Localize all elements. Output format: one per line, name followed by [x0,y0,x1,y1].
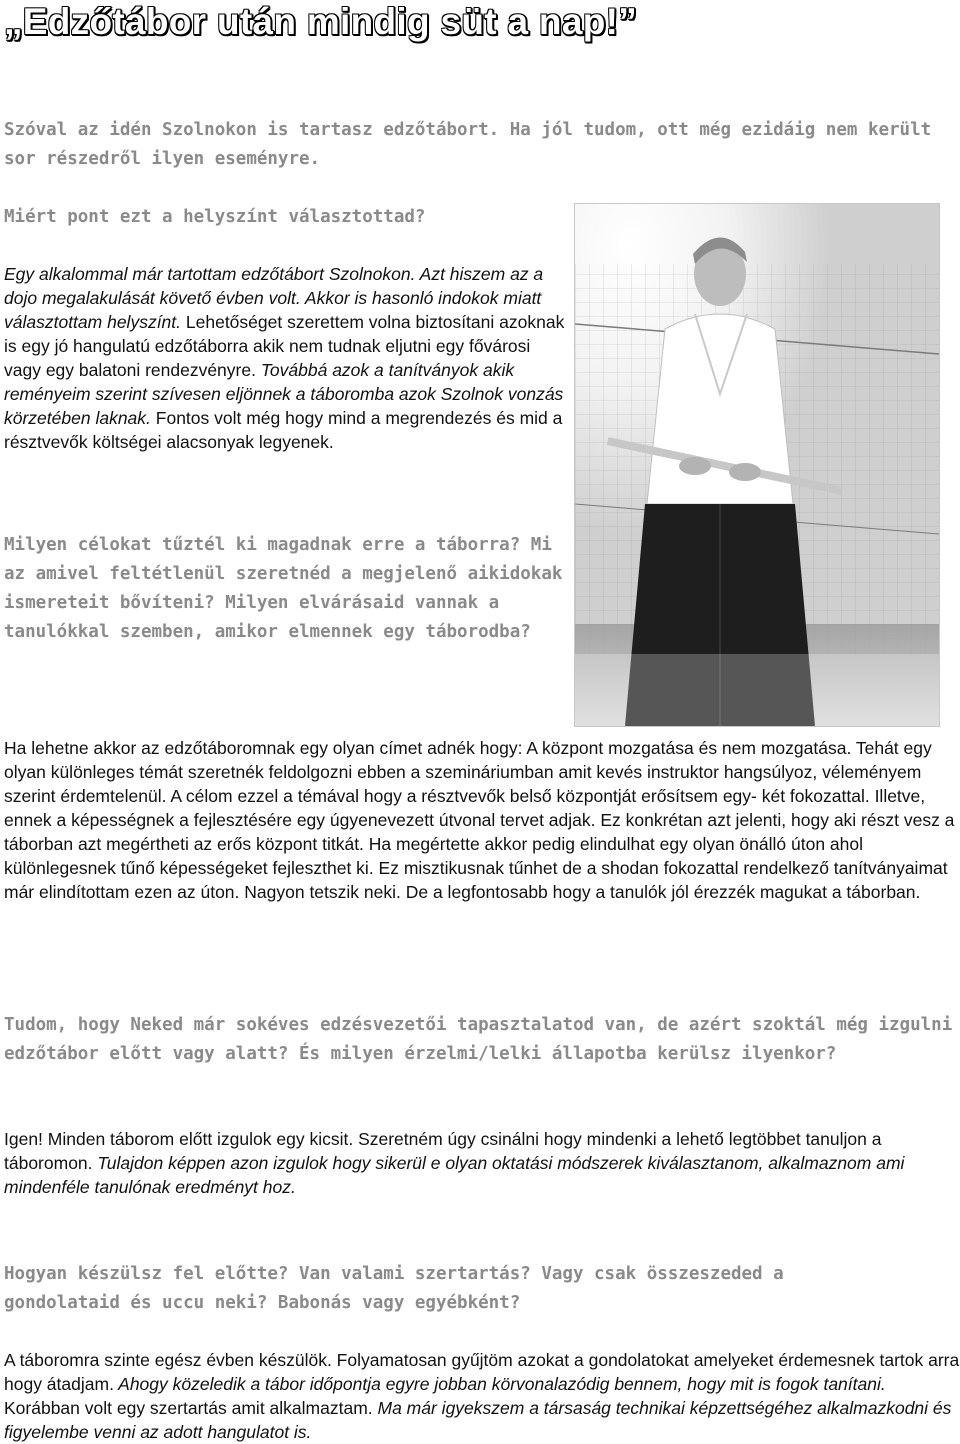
answer-preparation [4,1348,960,1444]
answer-nervous [4,1127,960,1199]
question-intro: Szóval az idén Szolnokon is tartasz edzőtábort. Ha jól tudom, ott még ezidáig nem került sor részedről ilyen eseményre. [4,120,932,169]
answer-location-italic-1: Egy alkalommal már tartottam edzőtábort Szolnokon. Azt hiszem az a dojo megalakulását követő évben volt. Akkor is hasonló indokok miatt választottam helyszínt. [4,264,544,332]
answer-location-normal-1: Lehetőséget szerettem volna biztosítani azoknak is egy jó hangulatú edzőtáborra akik nem tudnak eljutni egy fővárosi vagy egy balatoni rendezvényre. [4,312,565,380]
answer-nervous-normal: Igen! Minden táborom előtt izgulok egy kicsit. Szeretném úgy csinálni hogy mindenki a lehető legtöbbet tanuljon a táboromon. [4,1129,882,1173]
answer-preparation-normal-1: A táboromra szinte egész évben készülök. Folyamatosan gyűjtöm azokat a gondolatokat amelyeket érdemesnek tartok arra hogy átadjam. [4,1350,960,1394]
answer-preparation-italic-2: Ma már igyekszem a társaság technikai képzettségéhez alkalmazkodni és figyelembe venni az adott hangulatot is. [4,1398,952,1442]
question-nervous: Tudom, hogy Neked már sokéves edzésvezetői tapasztalatod van, de azért szoktál még izgulni edzőtábor előtt vagy alatt? És milyen érzelmi/lelki állapotba kerülsz ilyenkor? [4,1015,953,1064]
question-goals: Milyen célokat tűztél ki magadnak erre a táborra? Mi az amivel feltétlenül szeretnéd a megjelenő aikidokak ismereteit bővíteni? Milyen elvárásaid vannak a tanulókkal szemben, amikor elmennek egy táborodba? [4,535,563,642]
aikido-instructor-photo-icon [575,204,939,726]
answer-preparation-normal-2: Korábban volt egy szertartás amit alkalmaztam. [4,1398,373,1418]
answer-location-italic-2: Továbbá azok a tanítványok akik reményeim szerint szívesen eljönnek a táboromba azok Szolnok vonzás körzetében laknak. [4,360,564,428]
answer-goals: Ha lehetne akkor az edzőtáboromnak egy olyan címet adnék hogy: A központ mozgatása és nem mozgatása. Tehát egy olyan különleges témát szeretnék feldolgozni ebben a szemináriumban amit kevés instruktor hangsúlyoz, véleményem szerint érdemtelenül. A célom ezzel a témával hogy a résztvevők belső központját erősítsem egy- két fokozattal. Illetve, ennek a képességnek a fejlesztésére egy úgyenevezett útvonal tervet adjak. Ez konkrétan azt jelenti, hogy aki részt vesz a táborban azt megértheti az erős központ titkát. Ha megértette akkor pedig elindulhat egy olyan önálló úton ahol különlegesnek tűnő képességeket fejleszthet ki. Ez misztikusnak tűnhet de a shodan fokozattal rendelkező tanítványaimat már elindítottam ezen az úton. Nagyon tetszik neki. De a legfontosabb hogy a tanulók jól érezzék magukat a táborban. [4,738,955,902]
answer-location [4,262,570,454]
answer-location-normal-2: Fontos volt még hogy mind a megrendezés és mid a résztvevők költségei alacsonyak legyenek. [4,408,563,452]
question-location: Miért pont ezt a helyszínt választottad? [4,207,426,227]
answer-preparation-italic-1: Ahogy közeledik a tábor időpontja egyre jobban körvonalazódig bennem, hogy mit is fogok tanítani. [113,1374,886,1394]
instructor-photo [574,203,940,727]
page-title: „Edzőtábor után mindig süt a nap!” [4,1,638,42]
answer-nervous-italic: Tulajdon képpen azon izgulok hogy sikerül e olyan oktatási módszerek kiválasztanom, alkalmaznom ami mindenféle tanulónak eredményt hoz. [4,1153,905,1197]
question-preparation: Hogyan készülsz fel előtte? Van valami szertartás? Vagy csak összeszeded a gondolataid és uccu neki? Babonás vagy egyébként? [4,1264,784,1313]
